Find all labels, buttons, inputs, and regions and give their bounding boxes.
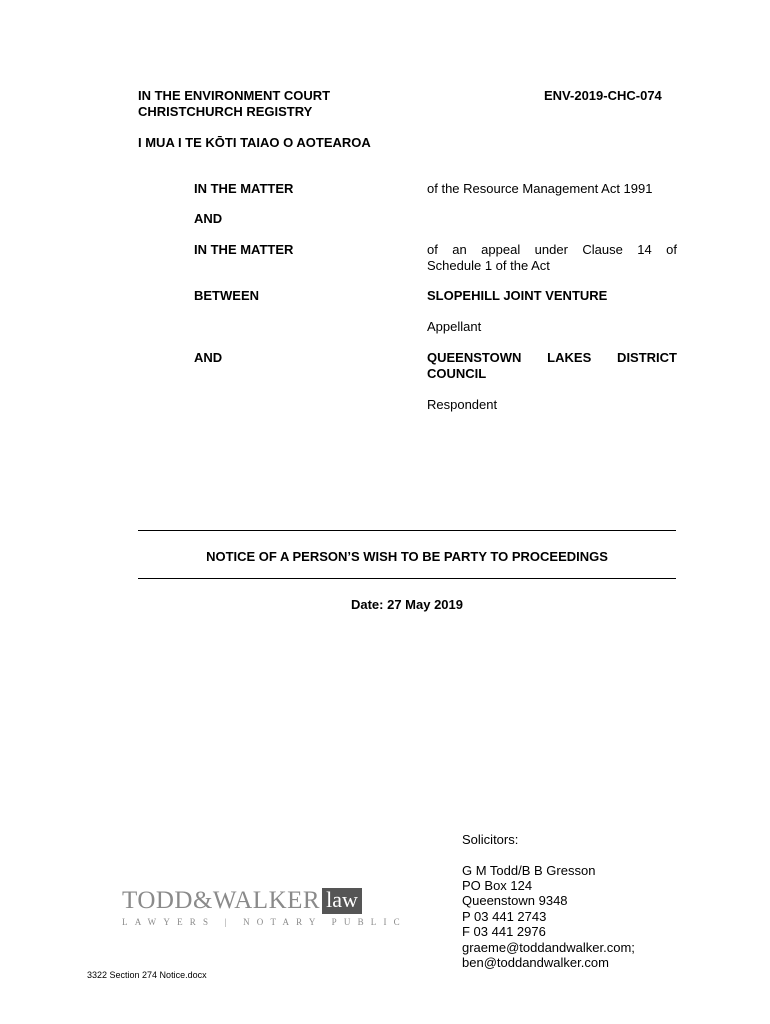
- solicitor-email[interactable]: graeme@toddandwalker.com;: [462, 940, 635, 955]
- appellant-name: SLOPEHILL JOINT VENTURE: [427, 288, 608, 303]
- solicitor-line: P 03 441 2743: [462, 909, 547, 924]
- notice-date: Date: 27 May 2019: [350, 597, 463, 612]
- court-registry: CHRISTCHURCH REGISTRY: [138, 104, 313, 119]
- solicitor-line: G M Todd/B B Gresson: [462, 863, 596, 878]
- case-reference: ENV-2019-CHC-074: [544, 88, 662, 103]
- notice-title: NOTICE OF A PERSON’S WISH TO BE PARTY TO PROCEEDINGS: [206, 549, 608, 564]
- respondent-role: Respondent: [427, 397, 498, 412]
- appellant-role: Appellant: [427, 319, 482, 334]
- divider-top: [138, 530, 676, 531]
- footer-filename: 3322 Section 274 Notice.docx: [87, 970, 207, 980]
- solicitor-line: F 03 441 2976: [462, 924, 546, 939]
- matter-value-1: of the Resource Management Act 1991: [427, 181, 653, 196]
- firm-logo-tagline: LAWYERS | NOTARY PUBLIC: [122, 917, 407, 927]
- matter-value-2-line1: of an appeal under Clause 14 of: [427, 242, 677, 257]
- solicitor-email[interactable]: ben@toddandwalker.com: [462, 955, 609, 970]
- court-name: IN THE ENVIRONMENT COURT: [138, 88, 331, 103]
- respondent-name-line1: QUEENSTOWN LAKES DISTRICT: [427, 350, 677, 365]
- divider-bottom: [138, 578, 676, 579]
- firm-logo: [122, 887, 407, 927]
- matter-label-1: IN THE MATTER: [194, 181, 294, 196]
- court-name-maori: I MUA I TE KŌTI TAIAO O AOTEAROA: [138, 135, 371, 150]
- firm-logo-name: TODD&WALKER: [122, 887, 321, 914]
- and-label-1: AND: [194, 211, 223, 226]
- firm-logo-badge: law: [322, 888, 362, 914]
- solicitor-line: PO Box 124: [462, 878, 533, 893]
- matter-value-2-line2: Schedule 1 of the Act: [427, 258, 550, 273]
- solicitor-line: Queenstown 9348: [462, 893, 568, 908]
- respondent-name-line2: COUNCIL: [427, 366, 487, 381]
- and-label-2: AND: [194, 350, 223, 365]
- between-label: BETWEEN: [194, 288, 259, 303]
- matter-label-2: IN THE MATTER: [194, 242, 294, 257]
- solicitors-heading: Solicitors:: [462, 832, 519, 847]
